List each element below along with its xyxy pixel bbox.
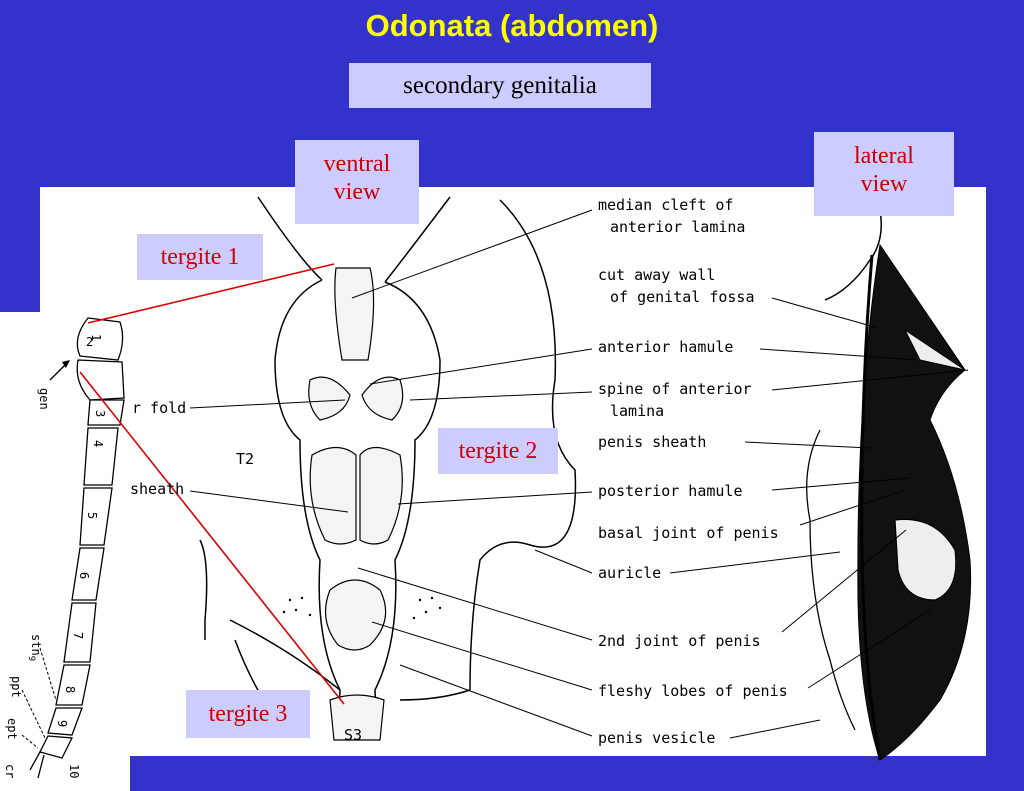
label-anterior-hamule: anterior hamule	[598, 338, 734, 356]
label-sheath: sheath	[130, 480, 185, 498]
seg-num-1: 1	[89, 334, 103, 342]
ventral-view-label: ventral view	[323, 151, 391, 205]
subtitle-box: secondary genitalia	[349, 63, 651, 108]
seg-num-4: 4	[91, 440, 105, 448]
ventral-structures	[309, 268, 403, 740]
tergite2-box: tergite 2	[438, 428, 558, 474]
stn-label: stn$_9$	[26, 634, 43, 662]
label-spine-2: lamina	[610, 402, 665, 420]
cr-label: cr	[3, 764, 17, 779]
label-fleshy-lobes: fleshy lobes of penis	[598, 682, 788, 700]
ppt-label: ppt	[9, 676, 23, 698]
lateral-view-box	[814, 132, 954, 216]
seg-num-7: 7	[71, 632, 85, 640]
label-t2: T2	[236, 450, 255, 468]
label-spine-1: spine of anterior	[598, 380, 752, 398]
seg-num-3: 3	[93, 410, 107, 418]
segment-part-labels	[3, 388, 51, 778]
ventral-view-box	[295, 140, 419, 224]
seg-num-9: 9	[55, 720, 69, 728]
seg-num-8: 8	[63, 686, 77, 694]
label-cut-away-2: of genital fossa	[610, 288, 755, 306]
tergite3-box: tergite 3	[186, 690, 310, 738]
page-title: Odonata (abdomen)	[365, 8, 659, 43]
seg-num-5: 5	[85, 512, 99, 520]
seg-num-2: 2	[86, 335, 94, 349]
seg-num-10: 10	[67, 764, 81, 779]
lateral-view-label: lateral view	[854, 143, 914, 197]
label-s3: S3	[344, 726, 363, 744]
label-fold: r fold	[132, 399, 187, 417]
label-median-cleft-2: anterior lamina	[610, 218, 746, 236]
label-posterior-hamule: posterior hamule	[598, 482, 743, 500]
gen-label: gen	[37, 388, 51, 410]
ept-label: ept	[5, 718, 19, 740]
label-median-cleft-1: median cleft of	[598, 196, 734, 214]
label-basal-joint: basal joint of penis	[598, 524, 779, 542]
label-auricle: auricle	[598, 564, 662, 582]
abdomen-segments	[30, 318, 124, 778]
label-cut-away-1: cut away wall	[598, 266, 716, 284]
label-penis-vesicle: penis vesicle	[598, 729, 716, 747]
tergite1-box: tergite 1	[137, 234, 263, 280]
seg-num-6: 6	[77, 572, 91, 580]
label-second-joint: 2nd joint of penis	[598, 632, 761, 650]
label-penis-sheath: penis sheath	[598, 433, 707, 451]
